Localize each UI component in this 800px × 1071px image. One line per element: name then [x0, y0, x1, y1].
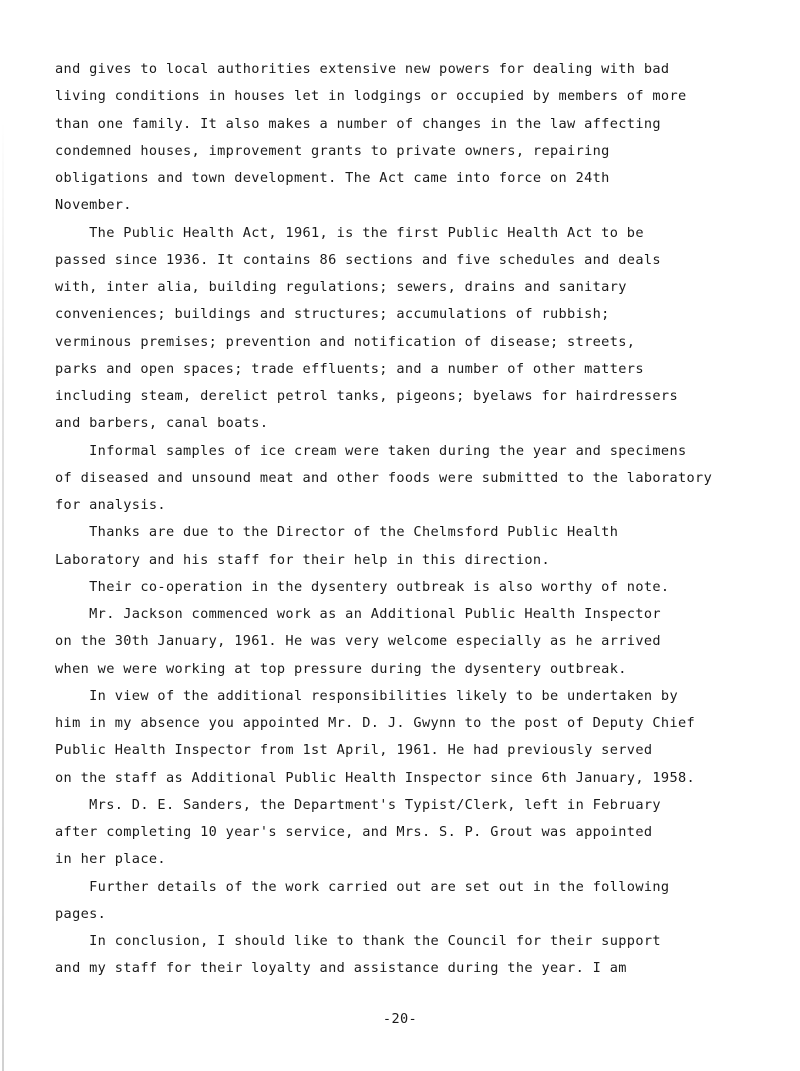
text-line: passed since 1936. It contains 86 sections and five schedules and deals: [55, 251, 661, 268]
text-line: and barbers, canal boats.: [55, 415, 269, 432]
body-text: [55, 56, 755, 983]
text-line: Public Health Inspector from 1st April, 1961. He had previously served: [55, 742, 653, 759]
page-number: -20-: [382, 1011, 418, 1027]
text-line: with, inter alia, building regulations; sewers, drains and sanitary: [55, 279, 627, 295]
text-line: after completing 10 year's service, and Mrs. S. P. Grout was appointed: [55, 824, 653, 840]
text-line: In view of the additional responsibilities likely to be undertaken by: [55, 687, 678, 704]
text-line: when we were working at top pressure during the dysentery outbreak.: [55, 660, 627, 677]
text-line: condemned houses, improvement grants to private owners, repairing: [55, 142, 610, 159]
text-line: Further details of the work carried out are set out in the following: [55, 878, 670, 895]
text-line: on the staff as Additional Public Health Inspector since 6th January, 1958.: [55, 769, 696, 786]
text-line: In conclusion, I should like to thank the Council for their support: [55, 933, 661, 949]
text-line: pages.: [55, 905, 107, 922]
text-line: and my staff for their loyalty and assistance during the year. I am: [55, 960, 627, 977]
binding-edge-shadow: [2, 120, 4, 1071]
text-line: Thanks are due to the Director of the Chelmsford Public Health: [55, 524, 619, 541]
text-line: and gives to local authorities extensive new powers for dealing with bad: [55, 61, 670, 77]
text-line: on the 30th January, 1961. He was very welcome especially as he arrived: [55, 633, 661, 650]
text-line: parks and open spaces; trade effluents; and a number of other matters: [55, 360, 644, 377]
text-line: in her place.: [55, 851, 166, 868]
text-line: The Public Health Act, 1961, is the first Public Health Act to be: [55, 224, 644, 241]
text-line: including steam, derelict petrol tanks, pigeons; byelaws for hairdressers: [55, 388, 678, 404]
text-line: verminous premises; prevention and notification of disease; streets,: [55, 333, 636, 350]
text-line: Laboratory and his staff for their help in this direction.: [55, 551, 550, 568]
text-line: November.: [55, 197, 132, 214]
text-line: him in my absence you appointed Mr. D. J. Gwynn to the post of Deputy Chief: [55, 715, 696, 731]
text-line: Their co-operation in the dysentery outbreak is also worthy of note.: [55, 578, 670, 595]
text-line: obligations and town development. The Act came into force on 24th: [55, 170, 610, 186]
text-line: than one family. It also makes a number of changes in the law affecting: [55, 115, 661, 132]
text-line: conveniences; buildings and structures; accumulations of rubbish;: [55, 306, 610, 323]
text-line: Mrs. D. E. Sanders, the Department's Typist/Clerk, left in February: [55, 796, 661, 813]
text-line: Mr. Jackson commenced work as an Additional Public Health Inspector: [55, 606, 661, 622]
text-line: living conditions in houses let in lodgings or occupied by members of more: [55, 88, 687, 105]
text-line: for analysis.: [55, 497, 166, 513]
text-line: of diseased and unsound meat and other foods were submitted to the laboratory: [55, 469, 713, 486]
text-line: Informal samples of ice cream were taken during the year and specimens: [55, 442, 687, 459]
